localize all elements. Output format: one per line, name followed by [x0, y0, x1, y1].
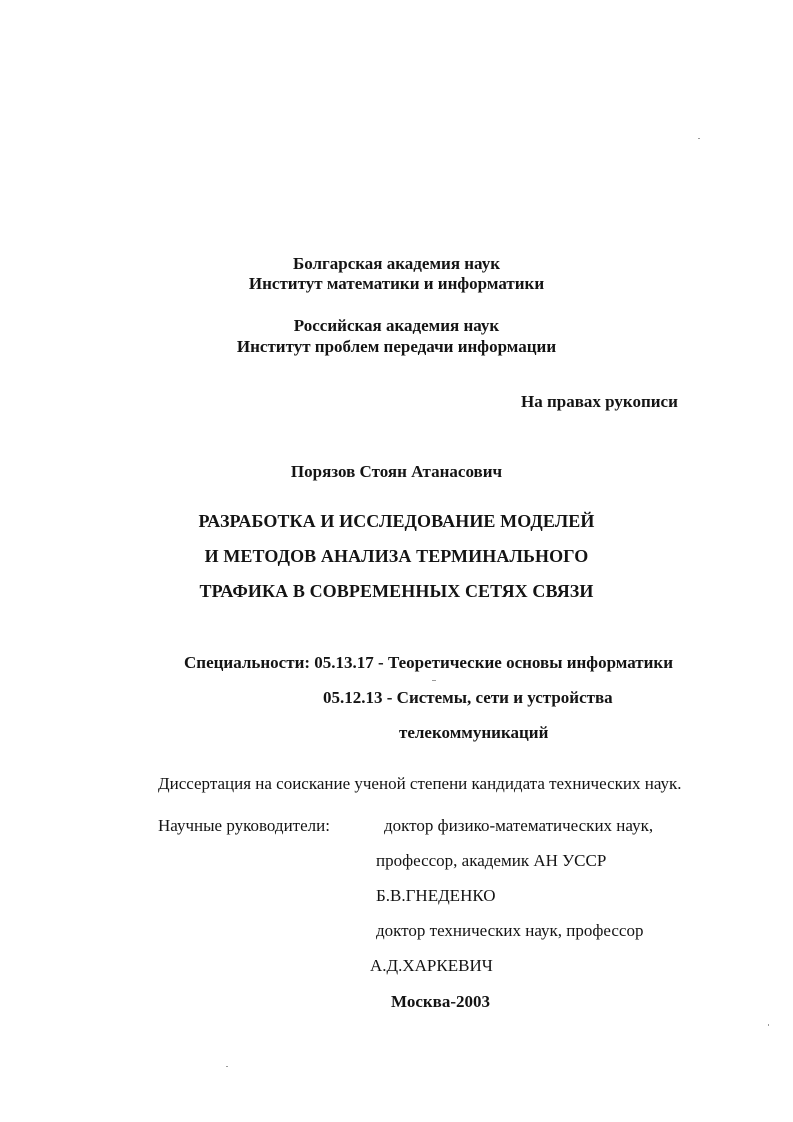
org1-name: Болгарская академия наук	[293, 254, 500, 273]
org2-name: Российская академия наук	[293, 316, 500, 335]
org2-institute: Институт проблем передачи информации	[236, 337, 557, 356]
supervisor-1-degree: доктор физико-математических наук,	[384, 816, 654, 835]
supervisor-2-name: А.Д.ХАРКЕВИЧ	[370, 956, 493, 975]
scan-speck	[768, 1024, 769, 1026]
degree-statement: Диссертация на соискание ученой степени кандидата технических наук.	[158, 774, 682, 793]
supervisor-1-title: профессор, академик АН УССР	[376, 851, 607, 870]
supervisors-label: Научные руководители:	[158, 816, 330, 835]
specialty-line-1: Специальности: 05.13.17 - Теоретические основы информатики	[184, 653, 674, 672]
supervisor-2-degree: доктор технических наук, профессор	[376, 921, 644, 940]
manuscript-note: На правах рукописи	[521, 392, 678, 411]
title-line-3: ТРАФИКА В СОВРЕМЕННЫХ СЕТЯХ СВЯЗИ	[199, 581, 594, 601]
author-name: Порязов Стоян Атанасович	[290, 462, 503, 481]
scan-speck	[226, 1066, 228, 1067]
place-year: Москва-2003	[391, 992, 491, 1011]
org1-institute: Институт математики и информатики	[248, 274, 545, 293]
scan-speck	[698, 138, 700, 139]
title-line-2: И МЕТОДОВ АНАЛИЗА ТЕРМИНАЛЬНОГО	[204, 546, 589, 566]
scan-speck	[432, 680, 436, 681]
specialty-line-3: телекоммуникаций	[399, 723, 549, 742]
title-line-1: РАЗРАБОТКА И ИССЛЕДОВАНИЕ МОДЕЛЕЙ	[198, 511, 595, 531]
supervisor-1-name: Б.В.ГНЕДЕНКО	[376, 886, 496, 905]
specialty-line-2: 05.12.13 - Системы, сети и устройства	[323, 688, 613, 707]
